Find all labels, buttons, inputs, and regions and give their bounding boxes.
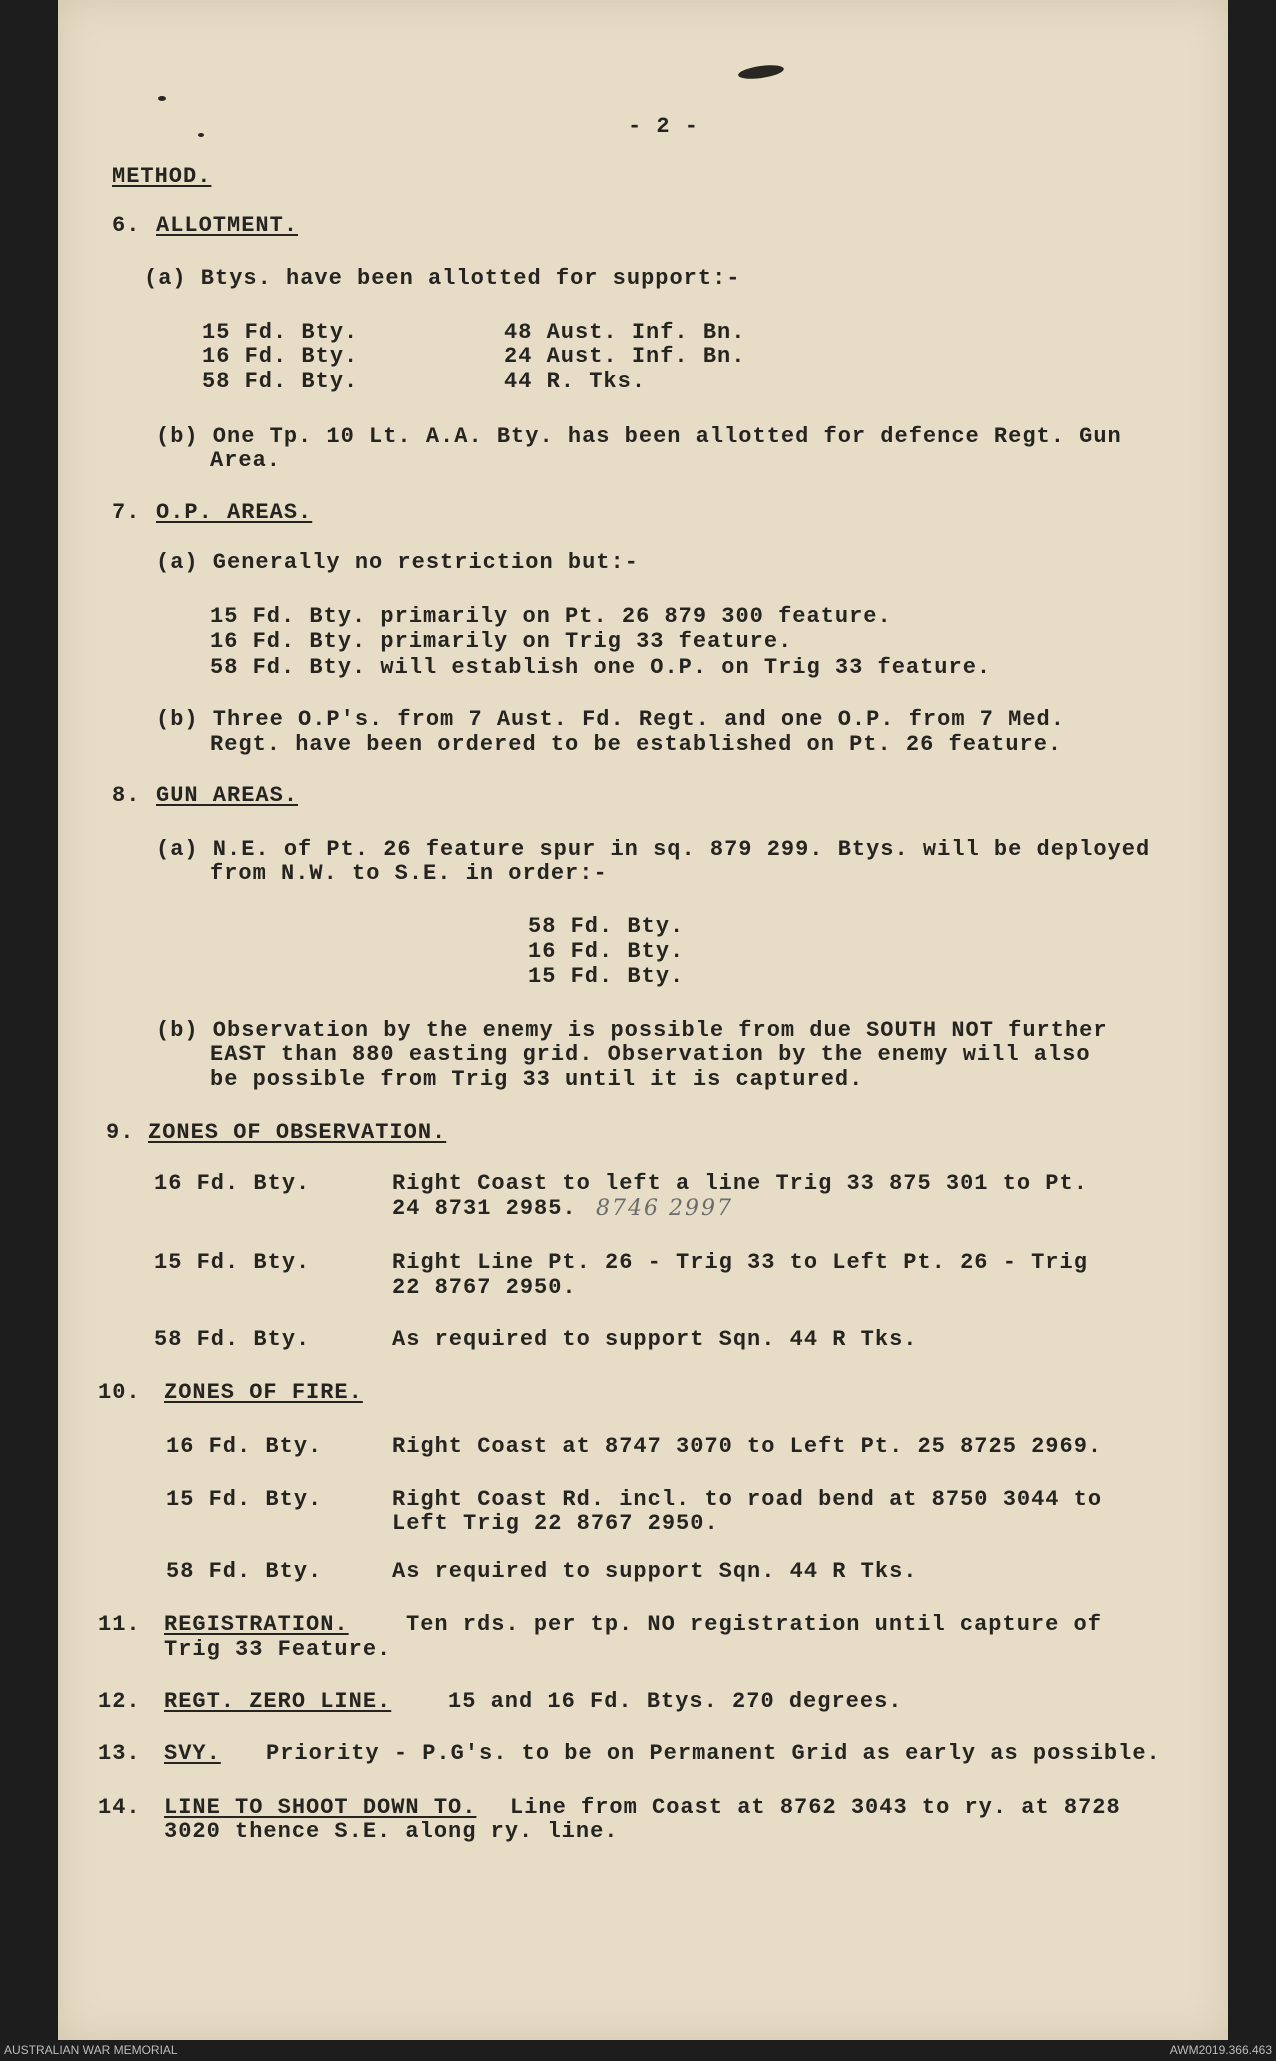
fire-row-3-bty: 58 Fd. Bty. — [166, 1559, 323, 1584]
para-14-text-1: Line from Coast at 8762 3043 to ry. at 8728 — [510, 1795, 1121, 1820]
document-page — [58, 0, 1228, 2040]
ink-smudge — [158, 96, 166, 101]
para-13-number: 13. — [98, 1741, 141, 1766]
para-7b-line-1: (b) Three O.P's. from 7 Aust. Fd. Regt. and one O.P. from 7 Med. — [156, 707, 1065, 732]
para-6b-line-2: Area. — [210, 448, 282, 473]
obs-row-3-text-1: As required to support Sqn. 44 R Tks. — [392, 1327, 918, 1352]
para-8b-line-3: be possible from Trig 33 until it is captured. — [210, 1067, 864, 1092]
para-9-number: 9. — [106, 1120, 135, 1145]
para-11-text-2: Trig 33 Feature. — [164, 1637, 392, 1662]
para-11-number: 11. — [98, 1612, 141, 1637]
allot-row-3-bty: 58 Fd. Bty. — [202, 369, 359, 394]
fire-row-2-text-2: Left Trig 22 8767 2950. — [392, 1511, 719, 1536]
ink-smudge — [737, 63, 784, 81]
para-8-number: 8. — [112, 783, 141, 808]
fire-row-3-text-1: As required to support Sqn. 44 R Tks. — [392, 1559, 918, 1584]
obs-row-2-text-1: Right Line Pt. 26 - Trig 33 to Left Pt. 26 - Trig — [392, 1250, 1088, 1275]
para-10-number: 10. — [98, 1380, 141, 1405]
para-8a-line-2: from N.W. to S.E. in order:- — [210, 861, 608, 886]
para-12-number: 12. — [98, 1689, 141, 1714]
handwritten-grid-reference: 8746 2997 — [596, 1196, 733, 1221]
deploy-order-2: 16 Fd. Bty. — [528, 939, 685, 964]
footer-reference: AWM2019.366.463 — [1169, 2043, 1272, 2057]
obs-row-1-bty: 16 Fd. Bty. — [154, 1171, 311, 1196]
para-6a: (a) Btys. have been allotted for support:- — [144, 266, 741, 291]
para-9-title: ZONES OF OBSERVATION. — [148, 1120, 447, 1145]
para-7a-line-2: 16 Fd. Bty. primarily on Trig 33 feature. — [210, 629, 793, 654]
para-8a-line-1: (a) N.E. of Pt. 26 feature spur in sq. 879 299. Btys. will be deployed — [156, 837, 1151, 862]
para-7a: (a) Generally no restriction but:- — [156, 550, 639, 575]
para-12-text-1: 15 and 16 Fd. Btys. 270 degrees. — [448, 1689, 903, 1714]
para-13-title: SVY. — [164, 1741, 221, 1766]
page-number: - 2 - — [628, 114, 700, 139]
fire-row-2-text-1: Right Coast Rd. incl. to road bend at 8750 3044 to — [392, 1487, 1103, 1512]
allot-row-3-unit: 44 R. Tks. — [504, 369, 647, 394]
para-6-number: 6. — [112, 213, 141, 238]
deploy-order-3: 15 Fd. Bty. — [528, 964, 685, 989]
allot-row-2-bty: 16 Fd. Bty. — [202, 344, 359, 369]
para-6b-line-1: (b) One Tp. 10 Lt. A.A. Bty. has been allotted for defence Regt. Gun — [156, 424, 1122, 449]
allot-row-2-unit: 24 Aust. Inf. Bn. — [504, 344, 746, 369]
para-14-title: LINE TO SHOOT DOWN TO. — [164, 1795, 477, 1820]
obs-row-3-bty: 58 Fd. Bty. — [154, 1327, 311, 1352]
section-title: METHOD. — [112, 164, 212, 189]
para-6-title: ALLOTMENT. — [156, 213, 299, 238]
para-11-text-1: Ten rds. per tp. NO registration until capture of — [406, 1612, 1102, 1637]
obs-row-1-text-2: 24 8731 2985. — [392, 1196, 577, 1221]
para-13-text-1: Priority - P.G's. to be on Permanent Grid as early as possible. — [266, 1741, 1161, 1766]
allot-row-1-unit: 48 Aust. Inf. Bn. — [504, 320, 746, 345]
para-14-number: 14. — [98, 1795, 141, 1820]
para-11-title: REGISTRATION. — [164, 1612, 349, 1637]
para-14-text-2: 3020 thence S.E. along ry. line. — [164, 1819, 619, 1844]
para-7a-line-3: 58 Fd. Bty. will establish one O.P. on Trig 33 feature. — [210, 655, 992, 680]
ink-smudge — [198, 133, 204, 137]
fire-row-1-text-1: Right Coast at 8747 3070 to Left Pt. 25 8725 2969. — [392, 1434, 1103, 1459]
footer-source: AUSTRALIAN WAR MEMORIAL — [4, 2043, 178, 2057]
obs-row-2-text-2: 22 8767 2950. — [392, 1275, 577, 1300]
allot-row-1-bty: 15 Fd. Bty. — [202, 320, 359, 345]
para-7-number: 7. — [112, 500, 141, 525]
para-8-title: GUN AREAS. — [156, 783, 299, 808]
para-7a-line-1: 15 Fd. Bty. primarily on Pt. 26 879 300 feature. — [210, 604, 892, 629]
para-8b-line-1: (b) Observation by the enemy is possible from due SOUTH NOT further — [156, 1018, 1108, 1043]
deploy-order-1: 58 Fd. Bty. — [528, 914, 685, 939]
para-10-title: ZONES OF FIRE. — [164, 1380, 363, 1405]
para-8b-line-2: EAST than 880 easting grid. Observation by the enemy will also — [210, 1042, 1091, 1067]
para-12-title: REGT. ZERO LINE. — [164, 1689, 392, 1714]
fire-row-1-bty: 16 Fd. Bty. — [166, 1434, 323, 1459]
para-7-title: O.P. AREAS. — [156, 500, 313, 525]
obs-row-2-bty: 15 Fd. Bty. — [154, 1250, 311, 1275]
para-7b-line-2: Regt. have been ordered to be established on Pt. 26 feature. — [210, 732, 1063, 757]
obs-row-1-text-1: Right Coast to left a line Trig 33 875 301 to Pt. — [392, 1171, 1088, 1196]
fire-row-2-bty: 15 Fd. Bty. — [166, 1487, 323, 1512]
